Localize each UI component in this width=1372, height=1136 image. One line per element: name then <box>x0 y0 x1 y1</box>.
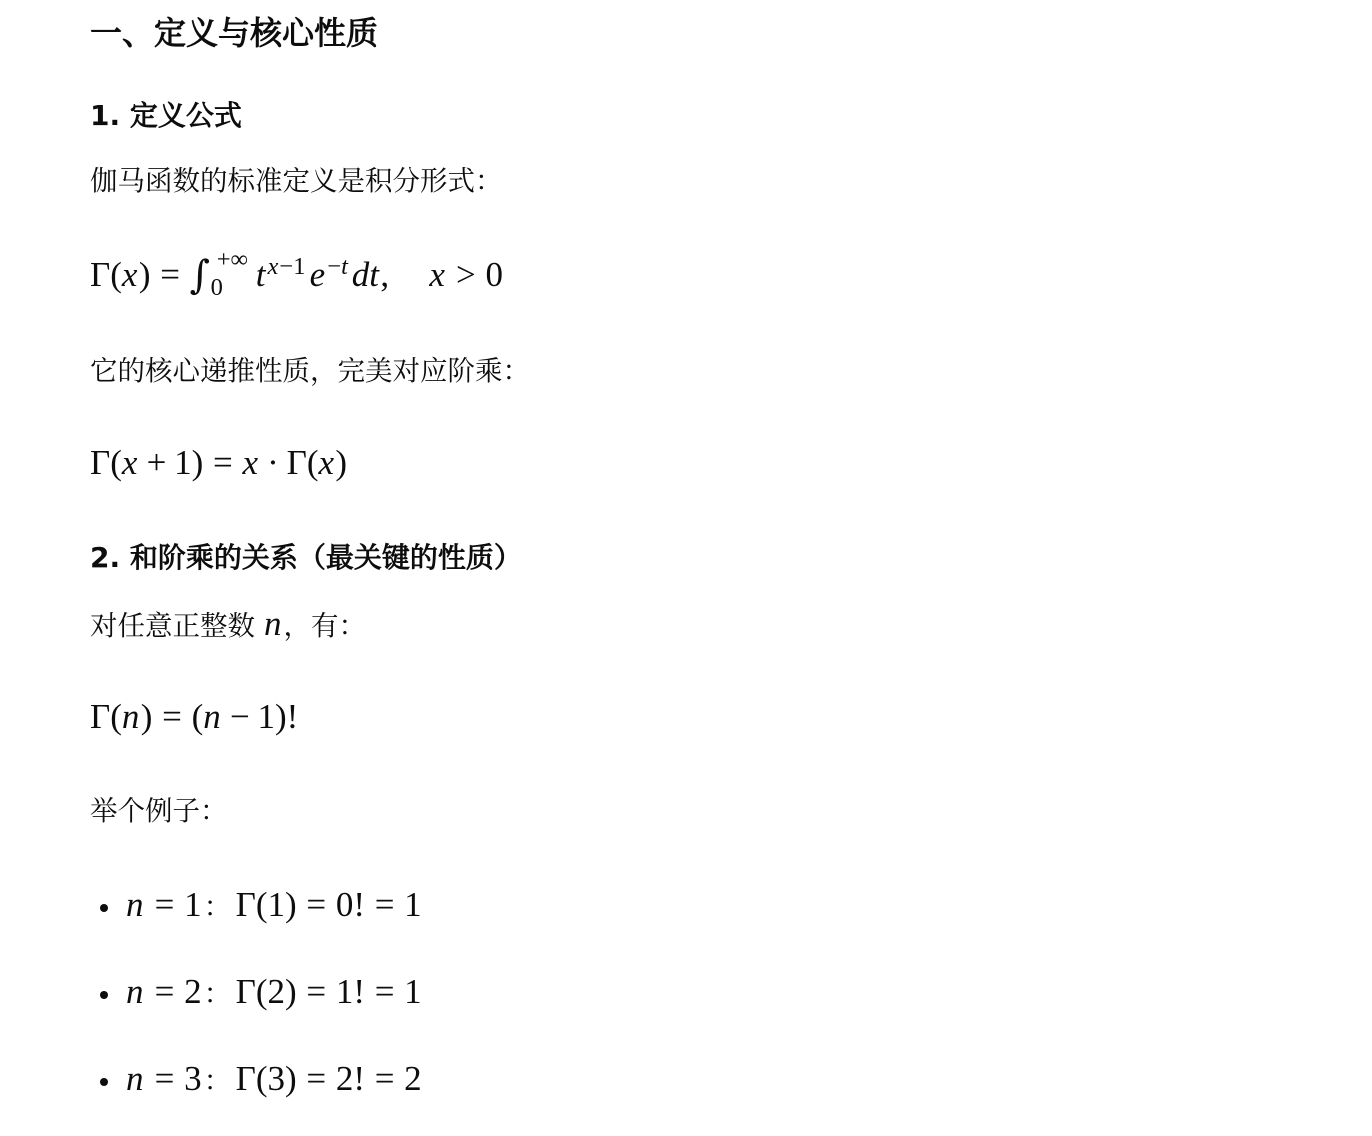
variable-n: n <box>264 604 282 643</box>
equals-sign: = <box>154 972 175 1011</box>
equals-sign: = <box>154 885 175 924</box>
colon: ： <box>203 890 232 923</box>
variable-x: x <box>121 255 138 294</box>
gamma-factorial-formula <box>90 685 298 749</box>
n-value: 1 <box>184 885 202 924</box>
equals-sign: = <box>162 697 182 736</box>
variable-x: x <box>242 443 258 482</box>
factorial-expression: 1! <box>335 972 365 1011</box>
minus-sign: − <box>229 697 250 736</box>
equals-sign: = <box>374 1059 395 1098</box>
gamma-value-expression: Γ(2) <box>235 972 297 1011</box>
equals-sign: = <box>374 972 395 1011</box>
integrand-exponent <box>268 235 306 299</box>
result-value: 2 <box>404 1059 422 1098</box>
definition-intro: 伽马函数的标准定义是积分形式： <box>90 165 503 197</box>
gamma-open: Γ( <box>90 697 122 736</box>
variable-n: n <box>126 885 144 924</box>
variable-x: x <box>318 443 335 482</box>
n-value: 3 <box>184 1059 202 1098</box>
paren-close: ) <box>138 255 151 294</box>
factorial-expression: 2! <box>335 1059 365 1098</box>
one-paren-close: 1) <box>174 443 204 482</box>
definition-title: 1. 定义公式 <box>90 99 242 132</box>
differential-dt: dt <box>351 255 379 294</box>
section-heading: 一、定义与核心性质 <box>90 14 379 52</box>
variable-x: x <box>121 443 138 482</box>
condition-variable: x <box>429 255 445 294</box>
factorial-relation-intro <box>90 604 366 644</box>
exponent-offset: −1 <box>279 252 306 280</box>
exponent-minus: − <box>327 252 342 280</box>
example-item <box>90 1047 422 1111</box>
exponent-variable: x <box>267 252 279 280</box>
colon: ： <box>203 1064 232 1097</box>
example-item <box>90 873 422 937</box>
plus-sign: + <box>146 443 167 482</box>
bullet-icon <box>100 991 108 999</box>
bullet-icon <box>100 1078 108 1086</box>
factorial-close: 1)! <box>257 697 299 736</box>
integral-sign: ∫ <box>189 253 211 298</box>
gamma-value-expression: Γ(3) <box>235 1059 297 1098</box>
result-value: 1 <box>404 885 422 924</box>
greater-than-sign: > <box>456 255 476 294</box>
exponential-e: e <box>309 255 326 294</box>
equals-sign: = <box>154 1059 175 1098</box>
equals-sign: = <box>306 885 327 924</box>
variable-n: n <box>203 697 221 736</box>
upper-limit: +∞ <box>216 245 248 273</box>
integrand-base: t <box>255 255 266 294</box>
factorial-expression: 0! <box>335 885 365 924</box>
cdot-operator: · <box>267 443 279 482</box>
examples-intro: 举个例子： <box>90 795 228 827</box>
example-item <box>90 960 422 1024</box>
gamma-open: Γ( <box>90 255 122 294</box>
intro-text: 对任意正整数 <box>90 610 255 642</box>
lower-limit: 0 <box>210 274 223 301</box>
n-value: 2 <box>184 972 202 1011</box>
gamma-value-expression: Γ(1) <box>235 885 297 924</box>
equals-sign: = <box>306 972 327 1011</box>
gamma-integral-formula <box>90 242 503 306</box>
gamma-open: Γ( <box>90 443 122 482</box>
result-value: 1 <box>404 972 422 1011</box>
paren-close: ) <box>335 443 348 482</box>
equals-sign: = <box>212 443 233 482</box>
condition-value: 0 <box>485 255 503 294</box>
equals-sign: = <box>160 255 180 294</box>
variable-n: n <box>121 697 140 736</box>
variable-n: n <box>126 1059 144 1098</box>
intro-text-end: ，有： <box>283 610 366 642</box>
equals-sign: = <box>306 1059 327 1098</box>
factorial-relation-title: 2. 和阶乘的关系（最关键的性质） <box>90 541 522 574</box>
variable-n: n <box>126 972 144 1011</box>
paren-close: ) <box>140 697 153 736</box>
exponent-variable: t <box>341 252 348 280</box>
colon: ： <box>203 977 232 1010</box>
bullet-icon <box>100 904 108 912</box>
exponential-exponent <box>327 235 349 299</box>
gamma-recurrence-formula <box>90 431 347 495</box>
recurrence-intro: 它的核心递推性质，完美对应阶乘： <box>90 355 530 387</box>
gamma-open: Γ( <box>286 443 319 482</box>
equals-sign: = <box>374 885 395 924</box>
paren-open: ( <box>191 697 204 736</box>
comma: , <box>380 255 390 294</box>
integral-limits <box>211 246 248 302</box>
